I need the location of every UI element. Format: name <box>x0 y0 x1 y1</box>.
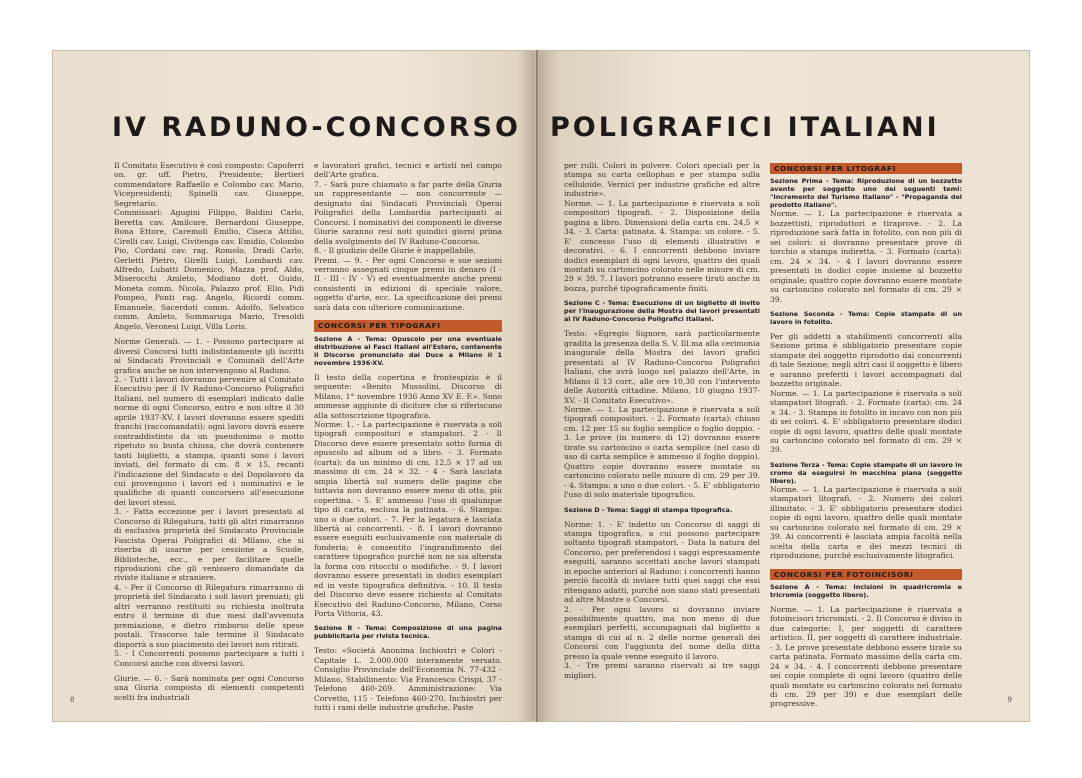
section-heading: Sezione A - Tema: Incisioni in quadricromia e tricromia (soggetto libero). <box>770 582 962 599</box>
title-right: POLIGRAFICI ITALIANI <box>550 112 940 143</box>
paragraph: Norme. — 1. La partecipazione è riservata a soli compositori tipografi. - 2. Disposizione della pagina a libro. Dimensioni della carta cm. 24,5 × 34. - 3. Carta: patinata. 4. Stampa: un colore. - 5. E' concesso l'uso di elementi illustrativi e decorativi. - 6. I concorrenti debbono inviare dodici esemplari di ogni lavoro, quattro dei quali montati su cartoncino colorato nelle misure di cm. 29 × 39. 7. I lavori potranno essere tirati anche in bozza, purché tipograficamente finiti. <box>564 198 760 293</box>
paragraph: per rulli. Colori in polvere. Colori speciali per la stampa su carta cellophan e per stampa sulla celluloide. Vernici per industrie grafiche ed altre industrie». <box>564 161 760 199</box>
paragraph: 2. - Tutti i lavori dovranno pervenire al Comitato Esecutivo per il IV Raduno-Concorso Poligrafici Italiani, nel numero di esemplari indicato dalle norme di ogni Concorso, entro e non oltre il 30 aprile 1937-XV. I lavori dovranno essere spediti franchi (raccomandati); ogni lavoro dovrà essere contraddistinto da un pseudonimo o motto ripetuto su busta chiusa, che dovrà contenere tanti biglietti, a stampa, quanti sono i lavori inviati, del formato di cm. 8 × 15, recanti l'indicazione del Sindacato o del Dopolavoro da cui provengono i lavori ed i nominativi e le qualifiche di quanti concorsero all'esecuzione dei lavori stessi. <box>114 374 304 507</box>
left-column-2 <box>314 161 502 713</box>
paragraph: Il testo della copertina e frontespizio è il seguente: «Benito Mussolini, Discorso di Milano, 1° novembre 1936 Anno XV E. F.». Sono ammesse aggiunte di diciture che si riferiscano alla sottoscrizione tipografica. <box>314 372 502 420</box>
section-heading: Sezione A - Tema: Opuscolo per una eventuale distribuzione ai Fasci Italiani all'Estero, contenente il Discorso pronunciato dal Duce a Milano il 1 novembre 1936-XV. <box>314 334 502 367</box>
magazine-spread <box>52 50 1030 722</box>
paragraph: 7. - Sarà pure chiamato a far parte della Giuria un rappresentante — non concorrente — designato dai Sindacati Provinciali Operai Poligrafici della Lombardia partecipanti ai Concorsi. I nominativi dei componenti le diverse Giurie saranno resi noti quindici giorni prima della svolgimento del IV Raduno-Concorso. <box>314 179 502 246</box>
section-bar-litografi: CONCORSI PER LITOGRAFI <box>770 163 962 174</box>
paragraph: 3. - Fatta eccezione per i lavori presentati al Concorso di Rilegatura, tutti gli altri rimarranno di esclusiva proprietà del Sindacato Provinciale Fascista Operai Poligrafici di Milano, che si riserba di usarne per cessione a Scuole, Biblioteche, ecc., e per facilitare quelle riproduzioni che gli venissero domandate da riviste italiane e straniere. <box>114 507 304 583</box>
section-bar-fotoincisori: CONCORSI PER FOTOINCISORI <box>770 569 962 580</box>
section-heading: Sezione Seconda - Tema: Copie stampate di un lavoro in fotolito. <box>770 309 962 326</box>
left-column-1 <box>114 161 304 702</box>
paragraph: Commissari: Agugini Filippo, Baldini Carlo, Beretta cav. Amilcare, Bernardoni Giuseppe, Bona Ettore, Caremoli Emilio, Ciseca Attilio, Cirelli cav. Luigi, Civitenga cav. Emidio, Colombo Pio, Cordani cav. rag. Romolo, Dradi Carlo, Gerletti Pietro, Girelli Luigi, Lombardi cav. Alfredo, Lubatti Domenico, Mazza prof. Aldo, Miserocchi Amleto, Modiano dott. Guido, Moneta comm. Nicola, Palazzo prof. Elio, Pidi Pompeo, Ponti rag. Angelo, Ricordi comm. Emanuele, Sacerdoti comm. Adolfo, Selvatico comm. Amleto, Sommaruga Mario, Tresoldi Angelo, Veronesi Luigi, Villa Loris. <box>114 208 304 331</box>
paragraph: 8. - Il giudizio delle Giurie è inappellabile. <box>314 246 476 256</box>
paragraph: 5. - I Concorrenti possono partecipare a tutti i Concorsi anche con diversi lavori. <box>114 649 304 668</box>
paragraph: Giurie. — 6. - Sarà nominata per ogni Concorso una Giuria composta di elementi competenti scelti fra industriali <box>114 674 304 702</box>
paragraph: Norme. — 1. La partecipazione è riservata a soli stampatori litografi. - 2. Numero dei colori illimitato. - 3. E' obbligatorio presentare dodici copie di ogni lavoro, quattro delle quali montate su cartoncino colorato nel formato di cm. 29 × 39. Ai concorrenti è lasciata ampia facoltà nella scelta della carta e dei mezzi tecnici di riproduzione, purché esclusivamente litografici. <box>770 484 962 561</box>
paragraph: 2. - Per ogni lavoro si dovranno inviare possibilmente quattro, ma non meno di due esemplari perfetti, accompagnati dal biglietto a stampa di cui al n. 2 delle norme generali dei Concorsi con l'aggiunta del nome della ditta presso la quale venne eseguito il lavoro. <box>564 604 760 661</box>
section-heading: Sezione B - Tema: Composizione di una pagina pubblicitaria per rivista tecnica. <box>314 624 502 641</box>
left-page <box>52 50 536 722</box>
paragraph: Norme: 1. - La partecipazione è riservata a soli tipografi compositori e stampatori. 2 - Il Discorso deve essere presentato sotto forma di opuscolo ad album od a libro. - 3. Formato (carta): da un minimo di cm. 12,5 × 17 ad un massimo di cm. 24 × 32. - 4 - Sarà lasciata ampia libertà sul numero delle pagine che tuttavia non dovranno essere meno di otto, più copertina. - 5. E' ammesso l'uso di qualunque tipo di carta, esclusa la patinata. - 6. Stampa: uno o due colori. - 7. Per la legatura è lasciata libertà ai concorrenti. - 8. I lavori dovranno essere eseguiti esclusivamente con materiale di fonderia; è consentito l'ingrandimento del carattere tipografico purché non ne sia alterata la forma con ritocchi o modifiche. - 9. I lavori dovranno essere presentati in dodici esemplari ed in veste tipografica definitiva. - 10. Il testo del Discorso deve essere richiesto al Comitato Esecutivo del Raduno-Concorso, Milano, Corso Porta Vittoria, 43. <box>314 419 502 619</box>
paragraph: 3. - Tre premi saranno riservati ai tre saggi migliori. <box>564 661 760 680</box>
section-heading: Sezione Terza - Tema: Copie stampate di un lavoro in cromo da eseguirsi in macchina piana (soggetto libero). <box>770 460 962 485</box>
right-column-2 <box>770 161 962 709</box>
section-heading: Sezione D - Tema: Saggi di stampa tipografica. <box>564 505 733 514</box>
paragraph: Per gli addetti a stabilimenti concorrenti alla Sezione prima è obbligatorio presentare copie stampate del soggetto riprodotto dai concorrenti di tale Sezione; negli altri casi il soggetto è libero e saranno preferiti i lavori accompagnati dal bozzetto originale. <box>770 331 962 389</box>
paragraph: Norme. — 1. La partecipazione è riservata a bozzettisti, riproduttori e tiraprove. - 2. La riproduzione sarà fatta in fotolito, con non più di sei colori: si dovranno presentare prove di torchio a stampa indiretta. - 3. Formato (carta): cm. 24 × 34. - 4 I lavori dovranno essere presentati in dodici copie insieme al bozzetto originale; quattro copie dovranno essere montate su cartoncino colorato nel formato di cm. 29 × 39. <box>770 209 962 304</box>
page-number-left: 8 <box>70 696 75 704</box>
title-left: IV RADUNO-CONCORSO <box>112 112 521 143</box>
right-page <box>538 50 1030 722</box>
paragraph: 4. - Per il Concorso di Rilegatura rimarranno di proprietà del Sindacato i soli lavori premiati; gli altri verranno restituiti su richiesta inoltrata entro il termine di due mesi dall'avvenuta premiazione, e dietro rimborso delle spese postali. Trascorso tale termine il Sindacato disporrà a suo piacimento dei lavori non ritirati. <box>114 582 304 649</box>
paragraph: Testo: «Società Anonima Inchiostri e Colori - Capitale L. 2.000.000 interamente versato. Consiglio Provinciale dell'Economia N. 77-432 - Milano, Stabilimento: Via Francesco Crispi, 37 - Telefono 460-269. Amministrazione: Via Corvetto, 115 - Telefono 460-270. Inchiostri per tutti i rami delle industrie grafiche. Paste <box>314 646 502 713</box>
paragraph: e lavoratori grafici, tecnici e artisti nel campo dell'Arte grafica. <box>314 161 502 180</box>
paragraph: Norme: 1. - E' indetto un Concorso di saggi di stampa tipografica, a cui possono partecipare soltanto tipografi stampatori. - Data la natura del Concorso, per preferendosi i saggi espressamente eseguiti, saranno accettati anche lavori stampati in epoche anteriori al Raduno; i concorrenti hanno perciò facoltà di inviare tutti quei saggi che essi ritengano adatti, purché non siano stati presentati ad altre Mostre o Concorsi. <box>564 519 760 605</box>
paragraph: Testo: «Egregio Signore, sarà particolarmente gradita la presenza della S. V. Ill.ma alla cerimonia inaugurale della Mostra dei lavori grafici presentati al IV Raduno-Concorso Poligrafici Italiani, che avrà luogo nel palazzo dell'Arte, in Milano il 13 corr., alle ore 10,30 con l'intervento delle Autorità cittadine. Milano, 10 giugno 1937-XV. - Il Comitato Esecutivo». <box>564 329 760 405</box>
section-heading: Sezione Prima - Tema: Riproduzione di un bozzetto avente per soggetto uno dei seguenti temi: "Incremento del Turismo Italiano" - "Propaganda del prodotto italiano". <box>770 177 962 210</box>
paragraph: Il Comitato Esecutivo è così composto: Capoferri on. gr. uff. Pietro, Presidente; Bertieri commendatore Raffaello e Colombo cav. Mario, Vicepresidenti; Spinelli cav. Giuseppe, Segretario. <box>114 161 304 208</box>
section-bar-tipografi: CONCORSI PER TIPOGRAFI <box>314 320 502 331</box>
page-number-right: 9 <box>1007 696 1012 704</box>
paragraph: Norme. — 1. La partecipazione è riservata a soli tipografi compositori. - 2. Formato (carta): chiuso cm. 12 per 15 su foglio semplice o foglio doppio. - 3. Le prove (in numero di 12) dovranno essere tirate su cartoncino o carta semplice (nel caso di uso di carta semplice è ammesso il foglio doppio). Quattro copie dovranno essere montate su cartoncino colorato nelle misure di cm. 29 per 39. - 4. Stampa: a uno o due colori. - 5. E' obbligatorio l'uso di solo materiale tipografico. <box>564 404 760 500</box>
right-column-1 <box>564 161 760 680</box>
paragraph: Norme. — 1. La partecipazione è riservata a soli stampatori litografi. - 2. Formato (carta): cm. 24 × 34. - 3. Stampa in fotolito in incavo con non più di sei colori. 4. E' obbligatorio presentare dodici copie di ogni lavoro, quattro delle quali montate su cartoncino colorato nel formato di cm. 29 × 39. <box>770 388 962 455</box>
paragraph: Premi. — 9. - Per ogni Concorso e sue sezioni verranno assegnati cinque premi in denaro (I - II - III - IV - V) ed eventualmente anche premi consistenti in edizioni di speciale valore, oggetto d'arte, ecc. La specificazione dei premi sarà data con ulteriore comunicazione. <box>314 255 502 312</box>
paragraph: Norme Generali. — 1. - Possono partecipare ai diversi Concorsi tutti indistintamente gli iscritti ai Sindacati Provinciali e Comunali dell'Arte grafica anche se non intervengono al Raduno. <box>114 337 304 375</box>
paragraph: Norme. — 1. La partecipazione è riservata a fotoincisori tricromisti. - 2. Il Concorso è diviso in due categorie: I, per soggetti di carattere artistico. II, per soggetti di carattere industriale. - 3. Le prove presentate debbono essere tirate su carta patinata. Formato massimo della carta cm. 24 × 34. - 4. I concorrenti debbono presentare sei copie complete di ogni lavoro (quattro delle quali montate su cartoncino colorato nel formato di cm. 29 per 39) e due esemplari delle progressive. <box>770 604 962 709</box>
section-heading: Sezione C - Tema: Esecuzione di un biglietto di invito per l'inaugurazione della Mostra dei lavori presentati al IV Raduno-Concorso Poligrafici Italiani. <box>564 299 760 324</box>
